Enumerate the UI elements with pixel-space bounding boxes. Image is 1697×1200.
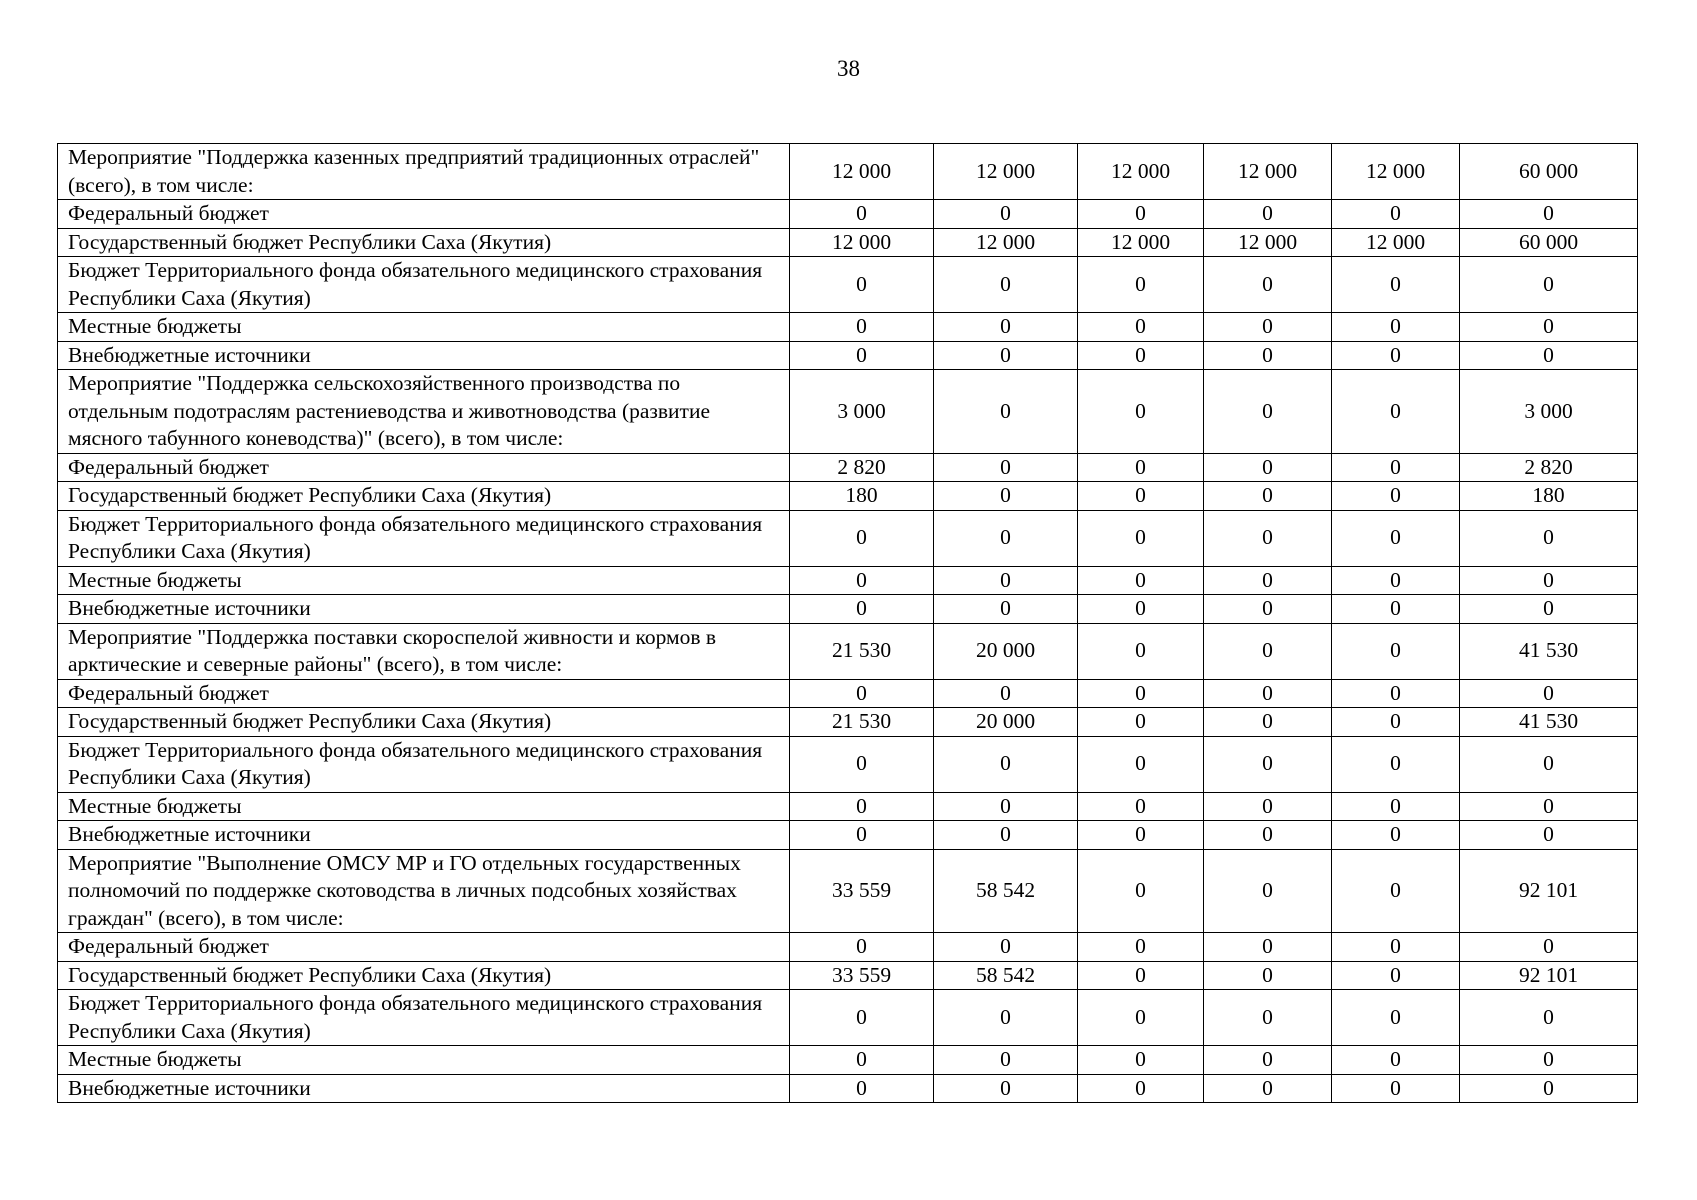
- total-value-cell: 0: [1460, 200, 1638, 229]
- year-value-cell: 0: [1204, 482, 1332, 511]
- year-value-cell: 0: [1332, 792, 1460, 821]
- year-value-cell: 0: [934, 510, 1078, 566]
- year-value-cell: 33 559: [790, 961, 934, 990]
- table-row: [58, 370, 1638, 454]
- year-value-cell: 58 542: [934, 849, 1078, 933]
- year-value-cell: 0: [934, 1046, 1078, 1075]
- year-value-cell: 20 000: [934, 708, 1078, 737]
- table-row: [58, 144, 1638, 200]
- year-value-cell: 180: [790, 482, 934, 511]
- year-value-cell: 0: [790, 566, 934, 595]
- total-value-cell: 0: [1460, 566, 1638, 595]
- total-value-cell: 0: [1460, 990, 1638, 1046]
- table-row: [58, 961, 1638, 990]
- year-value-cell: 0: [790, 257, 934, 313]
- table-row: [58, 341, 1638, 370]
- year-value-cell: 20 000: [934, 623, 1078, 679]
- year-value-cell: 21 530: [790, 708, 934, 737]
- year-value-cell: 0: [1204, 257, 1332, 313]
- year-value-cell: 0: [1332, 313, 1460, 342]
- year-value-cell: 0: [1204, 933, 1332, 962]
- year-value-cell: 0: [934, 341, 1078, 370]
- year-value-cell: 12 000: [1078, 228, 1204, 257]
- year-value-cell: 0: [1204, 313, 1332, 342]
- table-row: [58, 257, 1638, 313]
- total-value-cell: 92 101: [1460, 961, 1638, 990]
- year-value-cell: 0: [1078, 990, 1204, 1046]
- year-value-cell: 0: [1332, 1046, 1460, 1075]
- year-value-cell: 0: [1078, 679, 1204, 708]
- row-label: Бюджет Территориального фонда обязательного медицинского страхования Республики Саха (Якутия): [58, 510, 790, 566]
- year-value-cell: 0: [934, 821, 1078, 850]
- row-label: Мероприятие "Поддержка казенных предприятий традиционных отраслей" (всего), в том числе:: [58, 144, 790, 200]
- row-label: Внебюджетные источники: [58, 595, 790, 624]
- row-label: Бюджет Территориального фонда обязательного медицинского страхования Республики Саха (Якутия): [58, 990, 790, 1046]
- year-value-cell: 12 000: [1204, 144, 1332, 200]
- year-value-cell: 12 000: [1078, 144, 1204, 200]
- year-value-cell: 0: [934, 453, 1078, 482]
- year-value-cell: 0: [1078, 821, 1204, 850]
- year-value-cell: 12 000: [1332, 144, 1460, 200]
- total-value-cell: 60 000: [1460, 228, 1638, 257]
- table-row: [58, 849, 1638, 933]
- row-label: Местные бюджеты: [58, 313, 790, 342]
- year-value-cell: 0: [1078, 453, 1204, 482]
- year-value-cell: 2 820: [790, 453, 934, 482]
- row-label: Государственный бюджет Республики Саха (Якутия): [58, 961, 790, 990]
- year-value-cell: 0: [1332, 482, 1460, 511]
- table-row: [58, 566, 1638, 595]
- year-value-cell: 0: [790, 200, 934, 229]
- row-label: Мероприятие "Выполнение ОМСУ МР и ГО отдельных государственных полномочий по поддержке скотоводства в личных подсобных хозяйствах граждан" (всего), в том числе:: [58, 849, 790, 933]
- table-row: [58, 510, 1638, 566]
- row-label: Внебюджетные источники: [58, 1074, 790, 1103]
- year-value-cell: 0: [1204, 961, 1332, 990]
- year-value-cell: 0: [1204, 341, 1332, 370]
- year-value-cell: 0: [1332, 595, 1460, 624]
- year-value-cell: 0: [1078, 370, 1204, 454]
- year-value-cell: 0: [934, 482, 1078, 511]
- year-value-cell: 12 000: [1332, 228, 1460, 257]
- row-label: Мероприятие "Поддержка сельскохозяйственного производства по отдельным подотраслям растениеводства и животноводства (развитие мясного табунного коневодства)" (всего), в том числе:: [58, 370, 790, 454]
- year-value-cell: 0: [1332, 453, 1460, 482]
- table-row: [58, 821, 1638, 850]
- year-value-cell: 0: [790, 313, 934, 342]
- total-value-cell: 92 101: [1460, 849, 1638, 933]
- year-value-cell: 0: [934, 566, 1078, 595]
- row-label: Федеральный бюджет: [58, 453, 790, 482]
- row-label: Бюджет Территориального фонда обязательного медицинского страхования Республики Саха (Якутия): [58, 257, 790, 313]
- total-value-cell: 0: [1460, 821, 1638, 850]
- year-value-cell: 0: [1078, 257, 1204, 313]
- year-value-cell: 0: [790, 736, 934, 792]
- year-value-cell: 0: [1204, 595, 1332, 624]
- row-label: Внебюджетные источники: [58, 821, 790, 850]
- year-value-cell: 0: [1204, 679, 1332, 708]
- row-label: Внебюджетные источники: [58, 341, 790, 370]
- year-value-cell: 0: [1332, 821, 1460, 850]
- year-value-cell: 0: [1332, 708, 1460, 737]
- year-value-cell: 0: [790, 595, 934, 624]
- year-value-cell: 0: [1204, 990, 1332, 1046]
- year-value-cell: 0: [1332, 849, 1460, 933]
- year-value-cell: 0: [1332, 961, 1460, 990]
- table-row: [58, 313, 1638, 342]
- year-value-cell: 0: [1332, 1074, 1460, 1103]
- year-value-cell: 0: [1332, 341, 1460, 370]
- year-value-cell: 0: [934, 990, 1078, 1046]
- year-value-cell: 0: [790, 990, 934, 1046]
- year-value-cell: 12 000: [1204, 228, 1332, 257]
- row-label: Государственный бюджет Республики Саха (Якутия): [58, 228, 790, 257]
- year-value-cell: 0: [934, 595, 1078, 624]
- year-value-cell: 0: [934, 736, 1078, 792]
- year-value-cell: 33 559: [790, 849, 934, 933]
- year-value-cell: 0: [1078, 566, 1204, 595]
- row-label: Местные бюджеты: [58, 792, 790, 821]
- total-value-cell: 0: [1460, 736, 1638, 792]
- year-value-cell: 0: [1204, 1074, 1332, 1103]
- year-value-cell: 0: [1204, 736, 1332, 792]
- total-value-cell: 0: [1460, 933, 1638, 962]
- total-value-cell: 60 000: [1460, 144, 1638, 200]
- table-row: [58, 228, 1638, 257]
- year-value-cell: 0: [1078, 961, 1204, 990]
- year-value-cell: 0: [934, 933, 1078, 962]
- table-row: [58, 623, 1638, 679]
- year-value-cell: 0: [1078, 341, 1204, 370]
- year-value-cell: 12 000: [934, 228, 1078, 257]
- row-label: Федеральный бюджет: [58, 679, 790, 708]
- year-value-cell: 0: [1078, 736, 1204, 792]
- table-row: [58, 792, 1638, 821]
- row-label: Местные бюджеты: [58, 566, 790, 595]
- year-value-cell: 0: [790, 1074, 934, 1103]
- year-value-cell: 0: [790, 792, 934, 821]
- year-value-cell: 0: [790, 821, 934, 850]
- total-value-cell: 0: [1460, 792, 1638, 821]
- year-value-cell: 0: [1204, 370, 1332, 454]
- year-value-cell: 58 542: [934, 961, 1078, 990]
- table-row: [58, 453, 1638, 482]
- year-value-cell: 0: [1078, 510, 1204, 566]
- total-value-cell: 41 530: [1460, 623, 1638, 679]
- year-value-cell: 0: [1332, 510, 1460, 566]
- total-value-cell: 0: [1460, 679, 1638, 708]
- year-value-cell: 0: [1332, 200, 1460, 229]
- year-value-cell: 0: [1078, 792, 1204, 821]
- row-label: Государственный бюджет Республики Саха (Якутия): [58, 708, 790, 737]
- total-value-cell: 2 820: [1460, 453, 1638, 482]
- total-value-cell: 3 000: [1460, 370, 1638, 454]
- year-value-cell: 0: [1204, 708, 1332, 737]
- year-value-cell: 0: [934, 679, 1078, 708]
- page-number: 38: [837, 56, 860, 81]
- total-value-cell: 0: [1460, 341, 1638, 370]
- total-value-cell: 180: [1460, 482, 1638, 511]
- table-row: [58, 679, 1638, 708]
- total-value-cell: 0: [1460, 313, 1638, 342]
- year-value-cell: 0: [1078, 1074, 1204, 1103]
- year-value-cell: 0: [1204, 821, 1332, 850]
- table-row: [58, 933, 1638, 962]
- year-value-cell: 0: [934, 370, 1078, 454]
- year-value-cell: 21 530: [790, 623, 934, 679]
- year-value-cell: 0: [1332, 257, 1460, 313]
- year-value-cell: 0: [790, 341, 934, 370]
- year-value-cell: 0: [1332, 566, 1460, 595]
- year-value-cell: 12 000: [790, 144, 934, 200]
- year-value-cell: 0: [1078, 933, 1204, 962]
- year-value-cell: 0: [1332, 990, 1460, 1046]
- table-row: [58, 482, 1638, 511]
- row-label: Федеральный бюджет: [58, 200, 790, 229]
- total-value-cell: 0: [1460, 1046, 1638, 1075]
- year-value-cell: 0: [1078, 482, 1204, 511]
- table-row: [58, 1074, 1638, 1103]
- year-value-cell: 0: [1204, 623, 1332, 679]
- year-value-cell: 0: [1204, 1046, 1332, 1075]
- year-value-cell: 0: [1332, 679, 1460, 708]
- row-label: Государственный бюджет Республики Саха (Якутия): [58, 482, 790, 511]
- year-value-cell: 0: [934, 313, 1078, 342]
- year-value-cell: 0: [1204, 453, 1332, 482]
- table-row: [58, 990, 1638, 1046]
- year-value-cell: 0: [1332, 623, 1460, 679]
- total-value-cell: 0: [1460, 1074, 1638, 1103]
- year-value-cell: 0: [1078, 595, 1204, 624]
- year-value-cell: 0: [934, 1074, 1078, 1103]
- table-row: [58, 200, 1638, 229]
- year-value-cell: 0: [934, 792, 1078, 821]
- table-row: [58, 736, 1638, 792]
- table-row: [58, 595, 1638, 624]
- year-value-cell: 12 000: [790, 228, 934, 257]
- year-value-cell: 0: [1204, 510, 1332, 566]
- year-value-cell: 0: [1332, 736, 1460, 792]
- table-row: [58, 1046, 1638, 1075]
- year-value-cell: 0: [1078, 1046, 1204, 1075]
- row-label: Федеральный бюджет: [58, 933, 790, 962]
- year-value-cell: 0: [1332, 370, 1460, 454]
- row-label: Мероприятие "Поддержка поставки скороспелой живности и кормов в арктические и северные районы" (всего), в том числе:: [58, 623, 790, 679]
- budget-table: [57, 143, 1638, 1103]
- year-value-cell: 0: [1078, 849, 1204, 933]
- year-value-cell: 0: [1204, 849, 1332, 933]
- year-value-cell: 0: [1078, 708, 1204, 737]
- year-value-cell: 0: [934, 200, 1078, 229]
- total-value-cell: 0: [1460, 595, 1638, 624]
- row-label: Местные бюджеты: [58, 1046, 790, 1075]
- year-value-cell: 0: [790, 510, 934, 566]
- year-value-cell: 0: [1204, 200, 1332, 229]
- year-value-cell: 0: [934, 257, 1078, 313]
- year-value-cell: 3 000: [790, 370, 934, 454]
- total-value-cell: 41 530: [1460, 708, 1638, 737]
- year-value-cell: 0: [1332, 933, 1460, 962]
- total-value-cell: 0: [1460, 257, 1638, 313]
- table-row: [58, 708, 1638, 737]
- year-value-cell: 0: [790, 1046, 934, 1075]
- total-value-cell: 0: [1460, 510, 1638, 566]
- year-value-cell: 0: [1078, 313, 1204, 342]
- year-value-cell: 0: [790, 679, 934, 708]
- row-label: Бюджет Территориального фонда обязательного медицинского страхования Республики Саха (Якутия): [58, 736, 790, 792]
- year-value-cell: 0: [1204, 792, 1332, 821]
- table-body: [58, 144, 1638, 1103]
- year-value-cell: 0: [1204, 566, 1332, 595]
- year-value-cell: 0: [1078, 200, 1204, 229]
- year-value-cell: 0: [1078, 623, 1204, 679]
- year-value-cell: 12 000: [934, 144, 1078, 200]
- year-value-cell: 0: [790, 933, 934, 962]
